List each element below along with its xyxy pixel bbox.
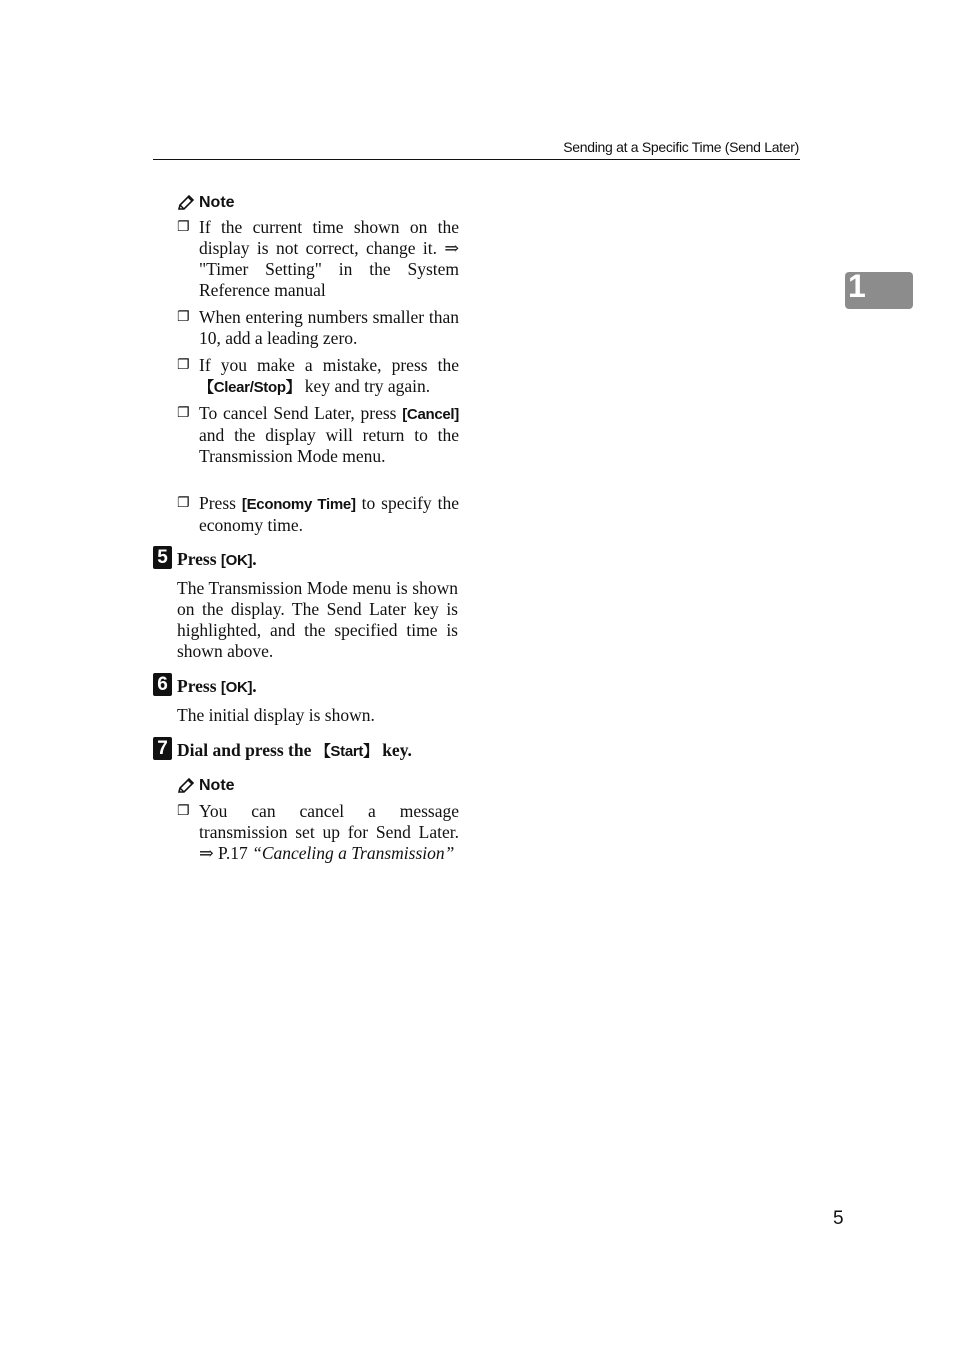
note-title: Note [199, 777, 235, 794]
pencil-icon [177, 195, 195, 211]
step-6 [153, 673, 257, 701]
step-instruction: Press [OK]. [177, 676, 257, 696]
checkbox-bullet-icon: ❐ [177, 357, 190, 373]
note-item [177, 217, 459, 301]
page-number: 5 [833, 1208, 844, 1229]
note-item-text: Press [Economy Time] to specify the economy time. [199, 493, 460, 535]
step-number: 5 [153, 546, 172, 569]
step-instruction: Dial and press the 【Start】 key. [177, 740, 412, 760]
note-item [177, 403, 459, 467]
clear-stop-key: 【Clear/Stop】 [199, 379, 301, 396]
step-number: 6 [153, 673, 172, 696]
ok-key: [OK] [220, 552, 253, 569]
note-item [177, 801, 459, 864]
step-7 [153, 737, 412, 765]
checkbox-bullet-icon: ❐ [177, 219, 190, 235]
checkbox-bullet-icon: ❐ [177, 495, 190, 511]
step-description: The Transmission Mode menu is shown on the display. The Send Later key is highlighted, and the specified time is shown above. [177, 578, 458, 661]
economy-time-key: [Economy Time] [241, 496, 356, 513]
checkbox-bullet-icon: ❐ [177, 405, 190, 421]
chapter-tab [845, 268, 913, 309]
ok-key: [OK] [220, 679, 253, 696]
note-item-text: If you make a mistake, press the 【Clear/Stop】 key and try again. [199, 355, 459, 396]
chapter-number: 1 [848, 268, 866, 304]
note-item-text: You can cancel a message transmission set up for Send Later. ⇒ P.17 “Canceling a Transmission” [199, 801, 459, 863]
note-item [177, 307, 459, 349]
step-instruction: Press [OK]. [177, 549, 257, 569]
step-description: The initial display is shown. [177, 705, 375, 725]
step-5 [153, 546, 257, 574]
note-item-text: When entering numbers smaller than 10, add a leading zero. [199, 307, 459, 348]
note-heading [177, 194, 235, 212]
step-number: 7 [153, 737, 172, 760]
note-title: Note [199, 194, 235, 211]
checkbox-bullet-icon: ❐ [177, 803, 190, 819]
start-key: 【Start】 [315, 743, 378, 760]
cancel-key: [Cancel] [402, 406, 459, 423]
note-item-text: To cancel Send Later, press [Cancel] and the display will return to the Transmission Mode menu. [199, 403, 459, 466]
header-rule [153, 159, 800, 160]
note-heading [177, 777, 235, 795]
note-item-text: If the current time shown on the display is not correct, change it. ⇒ "Timer Setting" in the System Reference manual [199, 217, 459, 300]
running-header: Sending at a Specific Time (Send Later) [563, 139, 799, 155]
pencil-icon [177, 778, 195, 794]
checkbox-bullet-icon: ❐ [177, 309, 190, 325]
note-item [177, 493, 459, 536]
note-item [177, 355, 459, 398]
cross-reference-link[interactable]: “Canceling a Transmission” [252, 843, 455, 863]
